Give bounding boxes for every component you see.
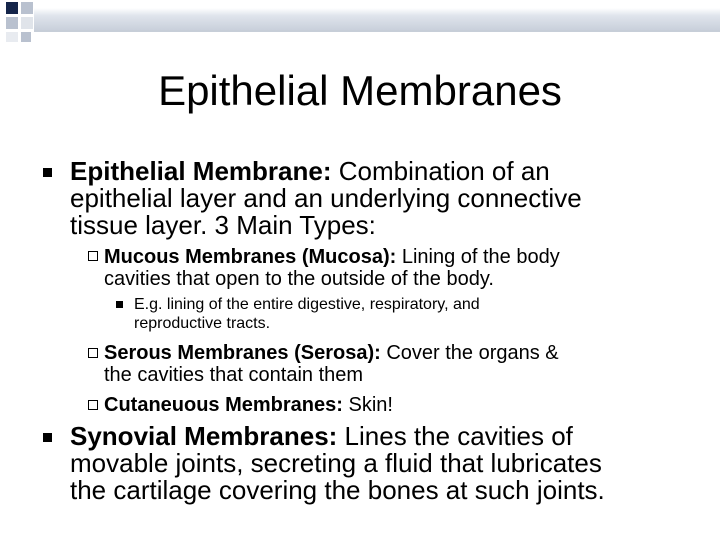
hollow-square-icon xyxy=(88,251,98,261)
subbullet-mucous: Mucous Membranes (Mucosa): Lining of the body cavities that open to the outside of the body. xyxy=(104,246,560,290)
subbullet-cutaneous: Cutaneuous Membranes: Skin! xyxy=(104,394,393,416)
bullet-synovial-membranes: Synovial Membranes: Lines the cavities of movable joints, secreting a fluid that lubricates the cartilage covering the bones at such joints. xyxy=(70,421,605,505)
subbullet-serous: Serous Membranes (Serosa): Cover the organs & xyxy=(104,342,559,364)
hollow-square-icon xyxy=(88,400,98,410)
header-band-line xyxy=(34,30,720,32)
hollow-square-icon xyxy=(88,348,98,358)
bullet-square-icon xyxy=(43,433,52,442)
bullet-epithelial-membrane: Epithelial Membrane: Combination of an epithelial layer and an underlying connective tissue layer. 3 Main Types: xyxy=(70,156,582,240)
header-band xyxy=(34,8,720,30)
bullet-square-icon xyxy=(43,168,52,177)
subbullet-serous-cont: the cavities that contain them xyxy=(104,364,364,386)
subsubbullet-example: E.g. lining of the entire digestive, respiratory, and reproductive tracts. xyxy=(134,296,480,332)
bullet-square-icon xyxy=(116,301,123,308)
slide-title: Epithelial Membranes xyxy=(158,67,562,114)
